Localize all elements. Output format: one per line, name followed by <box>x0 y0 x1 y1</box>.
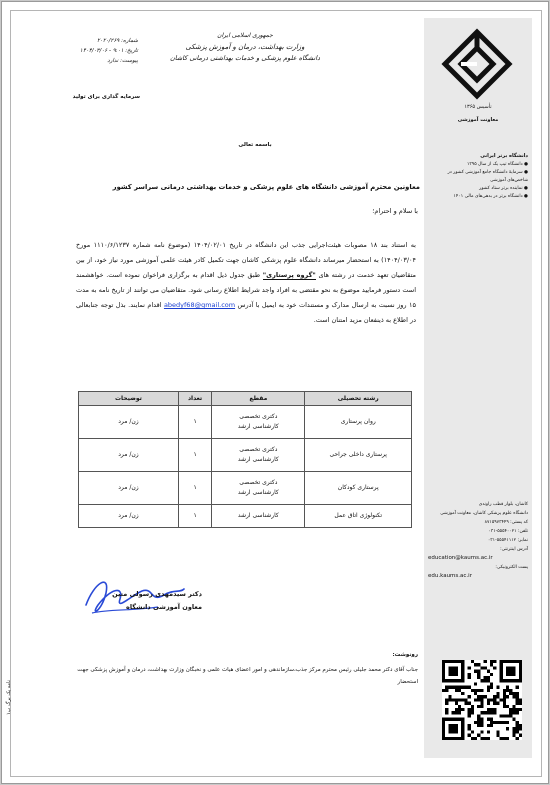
logo-year: تأسیس ۱۳۶۵ <box>464 104 492 110</box>
letter-body <box>76 238 416 328</box>
cell-field: پرستاری داخلی جراحی <box>305 439 412 472</box>
cell-count: ۱ <box>178 505 211 528</box>
table-row <box>79 439 412 472</box>
body-part-2: طبق جدول ذیل اقدام به برگزاری فراخوان نموده است. خواهشمند است دستور فرمایید موضوع به نحو مقتضی به افراد واجد شرایط اطلاع رسانی شود. متقاضیان می توانند از تاریخ نامه به مدت ۱۵ روز نسبت به ارسال مدارک و مستندات خود به ایمیل با آدرس <box>76 271 416 309</box>
cell-note: زن/ مرد <box>79 439 179 472</box>
address-line: نمابر: ۵۵۵۴۱۱۱۲-۰۳۱ <box>487 538 528 543</box>
cell-count: ۱ <box>178 472 211 505</box>
date-value: ۱۴۰۴/۰۳/۰۶ - ۹:۰۱ <box>79 48 124 54</box>
cell-count: ۱ <box>178 406 211 439</box>
body-part-1: به استناد بند ۱۸ مصوبات هیئت‌اجرایی جذب این دانشگاه در تاریخ ۱۴۰۴/۰۲/۰۱ (موضوع نامه شماره ۱۱۱۰/۶/۱۲۳۷ مورخ ۱۴۰۴/۰۳/۰۴) به استحضار میرساند دانشگاه علوم پزشکی کاشان جهت تکمیل کادر هیئت علمی آموزشی مورد نیاز خود، از بین متقاضیان تعهد خدمت در رشته های <box>76 241 417 279</box>
letter-meta <box>28 36 138 66</box>
header-count: تعداد <box>178 392 211 406</box>
cell-field: روان پرستاری <box>305 406 412 439</box>
sidebar-honors <box>428 161 528 201</box>
letterhead-university: دانشگاه علوم پزشکی و خدمات بهداشتی درمانی کاشان <box>169 54 320 62</box>
university-logo-icon <box>441 28 513 100</box>
level-line: دکتری تخصصی <box>239 479 278 486</box>
table-header-row <box>79 392 412 406</box>
header-level: مقطع <box>212 392 305 406</box>
date-label: تاریخ: <box>125 48 138 54</box>
sidebar-panel <box>424 18 532 758</box>
cell-level: کارشناسی ارشد <box>212 505 305 528</box>
header-notes: توضیحات <box>79 392 179 406</box>
number-label: شماره: <box>121 38 138 44</box>
recipient-line: معاونین محترم آموزشی دانشگاه های علوم پزشکی و خدمات بهداشتی درمانی سراسر کشور <box>112 183 420 191</box>
level-line: دکتری تخصصی <box>239 413 278 420</box>
email-link[interactable]: abedyf68@gmail.com <box>163 301 236 309</box>
attachment-value: ندارد <box>107 58 119 64</box>
signatory-name: دکتر سیدمهدی رسولی متین <box>112 590 202 598</box>
greeting: با سلام و احترام؛ <box>372 207 418 215</box>
honor-item: شاخص‌های آموزشی <box>490 178 528 183</box>
letterhead-ministry: وزارت بهداشت، درمان و آموزش پزشکی <box>185 43 305 51</box>
honor-item: ● نماینده برتر ستاد کشور <box>479 186 528 191</box>
margin-note: نامه یک برگ ب۱ <box>6 680 12 715</box>
mail-label: پست الکترونیکی: <box>495 565 528 570</box>
slogan: سرمایه گذاری برای تولید <box>72 94 140 100</box>
cell-note: زن/ مرد <box>79 472 179 505</box>
address-line: کاشان، بلوار قطب راوندی <box>478 502 528 507</box>
cell-field: تکنولوژی اتاق عمل <box>305 505 412 528</box>
level-line: کارشناسی ارشد <box>237 456 279 463</box>
cell-level <box>212 472 305 505</box>
table-row <box>79 406 412 439</box>
basmala: باسمه تعالی <box>238 142 272 148</box>
address-line: کد پستی: ۸۷۱۵۹۷۳۴۴۹ <box>484 520 528 525</box>
cc-text: جناب آقای دکتر محمد جلیلی رئیس محترم مرکز جذب،سازماندهی و امور اعضای هیات علمی و نخبگان وزارت بهداشت، درمان و آموزش پزشکی جهت استحضار <box>77 667 418 685</box>
qr-code-icon <box>442 660 522 740</box>
level-line: کارشناسی ارشد <box>237 423 279 430</box>
header-field: رشته تحصیلی <box>305 392 412 406</box>
signatory-title: معاون آموزشی دانشگاه <box>126 603 202 611</box>
positions-table <box>78 391 412 528</box>
table-row <box>79 472 412 505</box>
web-address[interactable]: education@kaums.ac.ir <box>428 555 493 561</box>
body-highlight: "گروه پرستاری" <box>262 271 316 279</box>
body-part-3: اقدام نمایند. بذل توجه جنابعالی در اطلاع به ذینفعان مزید امتنان است. <box>76 301 416 324</box>
table-row <box>79 505 412 528</box>
address-line: تلفن: ۵۵۵۴۰۰۲۱-۰۳۱ <box>488 529 528 534</box>
sidebar-address <box>428 500 528 581</box>
number-value: ۲۰۲۰/۲۶۹ <box>96 38 120 44</box>
cell-count: ۱ <box>178 439 211 472</box>
cell-level <box>212 439 305 472</box>
web-label: آدرس اینترنتی: <box>500 547 528 552</box>
letterhead <box>170 30 320 64</box>
attachment-label: پیوست: <box>120 58 138 64</box>
letterhead-country: جمهوری اسلامی ایران <box>217 32 273 39</box>
address-line: دانشگاه علوم پزشکی کاشان، معاونت آموزشی <box>440 511 528 516</box>
cell-note: زن/ مرد <box>79 406 179 439</box>
mail-address[interactable]: edu.kaums.ac.ir <box>428 573 472 579</box>
cell-field: پرستاری کودکان <box>305 472 412 505</box>
honor-item: ● دانشگاه تیپ یک از سال ۱۳۹۵ <box>466 162 528 167</box>
signatory <box>82 588 202 614</box>
logo-caption: معاونت آموزشی <box>457 117 499 123</box>
level-line: کارشناسی ارشد <box>237 489 279 496</box>
cell-level <box>212 406 305 439</box>
level-line: دکتری تخصصی <box>239 446 278 453</box>
honor-item: ● سرمایهٔ دانشگاه جامع آموزشی کشور در <box>447 170 528 175</box>
honor-item: ● دانشگاه برتر در بدهی‌های مالی ۱۴۰۱ <box>453 194 528 199</box>
cell-note: زن/ مرد <box>79 505 179 528</box>
sidebar-title: دانشگاه برتر ایرانی <box>480 153 528 159</box>
cc-label: رونوشت: <box>392 652 418 658</box>
